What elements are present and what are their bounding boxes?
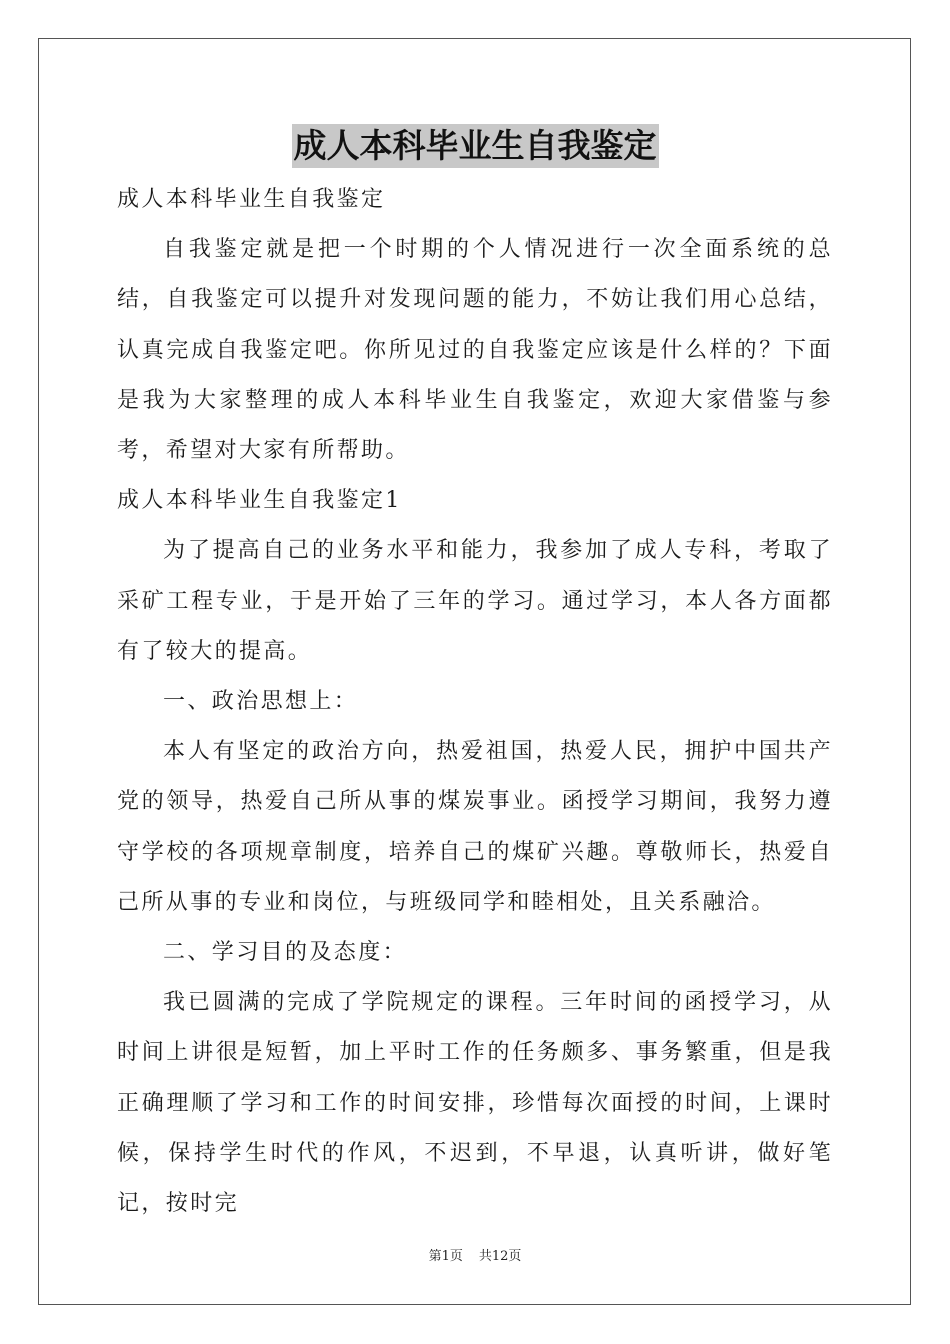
paragraph-section-heading: 成人本科毕业生自我鉴定1	[117, 488, 402, 514]
page-total: 共12页	[478, 1249, 522, 1264]
page-footer	[0, 1247, 950, 1267]
paragraph-body: 本人有坚定的政治方向，热爱祖国，热爱人民，拥护中国共产党的领导，热爱自己所从事的煤炭事业。函授学习期间，我努力遵守学校的各项规章制度，培养自己的煤矿兴趣。尊敬师长，热爱自己所从事的专业和岗位，与班级同学和睦相处，且关系融洽。	[117, 739, 833, 915]
title-area	[0, 124, 950, 168]
paragraph-heading-study: 二、学习目的及态度：	[163, 940, 408, 966]
paragraph-intro: 自我鉴定就是把一个时期的个人情况进行一次全面系统的总结，自我鉴定可以提升对发现问题的能力，不妨让我们用心总结，认真完成自我鉴定吧。你所见过的自我鉴定应该是什么样的？下面是我为大家整理的成人本科毕业生自我鉴定，欢迎大家借鉴与参考，希望对大家有所帮助。	[117, 237, 833, 464]
paragraph-heading-politics: 一、政治思想上：	[163, 689, 359, 715]
paragraph-subtitle: 成人本科毕业生自我鉴定	[117, 187, 386, 212]
paragraph-body: 为了提高自己的业务水平和能力，我参加了成人专科，考取了采矿工程专业，于是开始了三年的学习。通过学习，本人各方面都有了较大的提高。	[117, 538, 833, 664]
page-number: 第1页	[428, 1249, 463, 1264]
document-body	[117, 175, 833, 1229]
document-title: 成人本科毕业生自我鉴定	[292, 124, 659, 168]
paragraph-body: 我已圆满的完成了学院规定的课程。三年时间的函授学习，从时间上讲很是短暂，加上平时工作的任务颇多、事务繁重，但是我正确理顺了学习和工作的时间安排，珍惜每次面授的时间，上课时候，保持学生时代的作风，不迟到，不早退，认真听讲，做好笔记，按时完	[117, 990, 833, 1217]
